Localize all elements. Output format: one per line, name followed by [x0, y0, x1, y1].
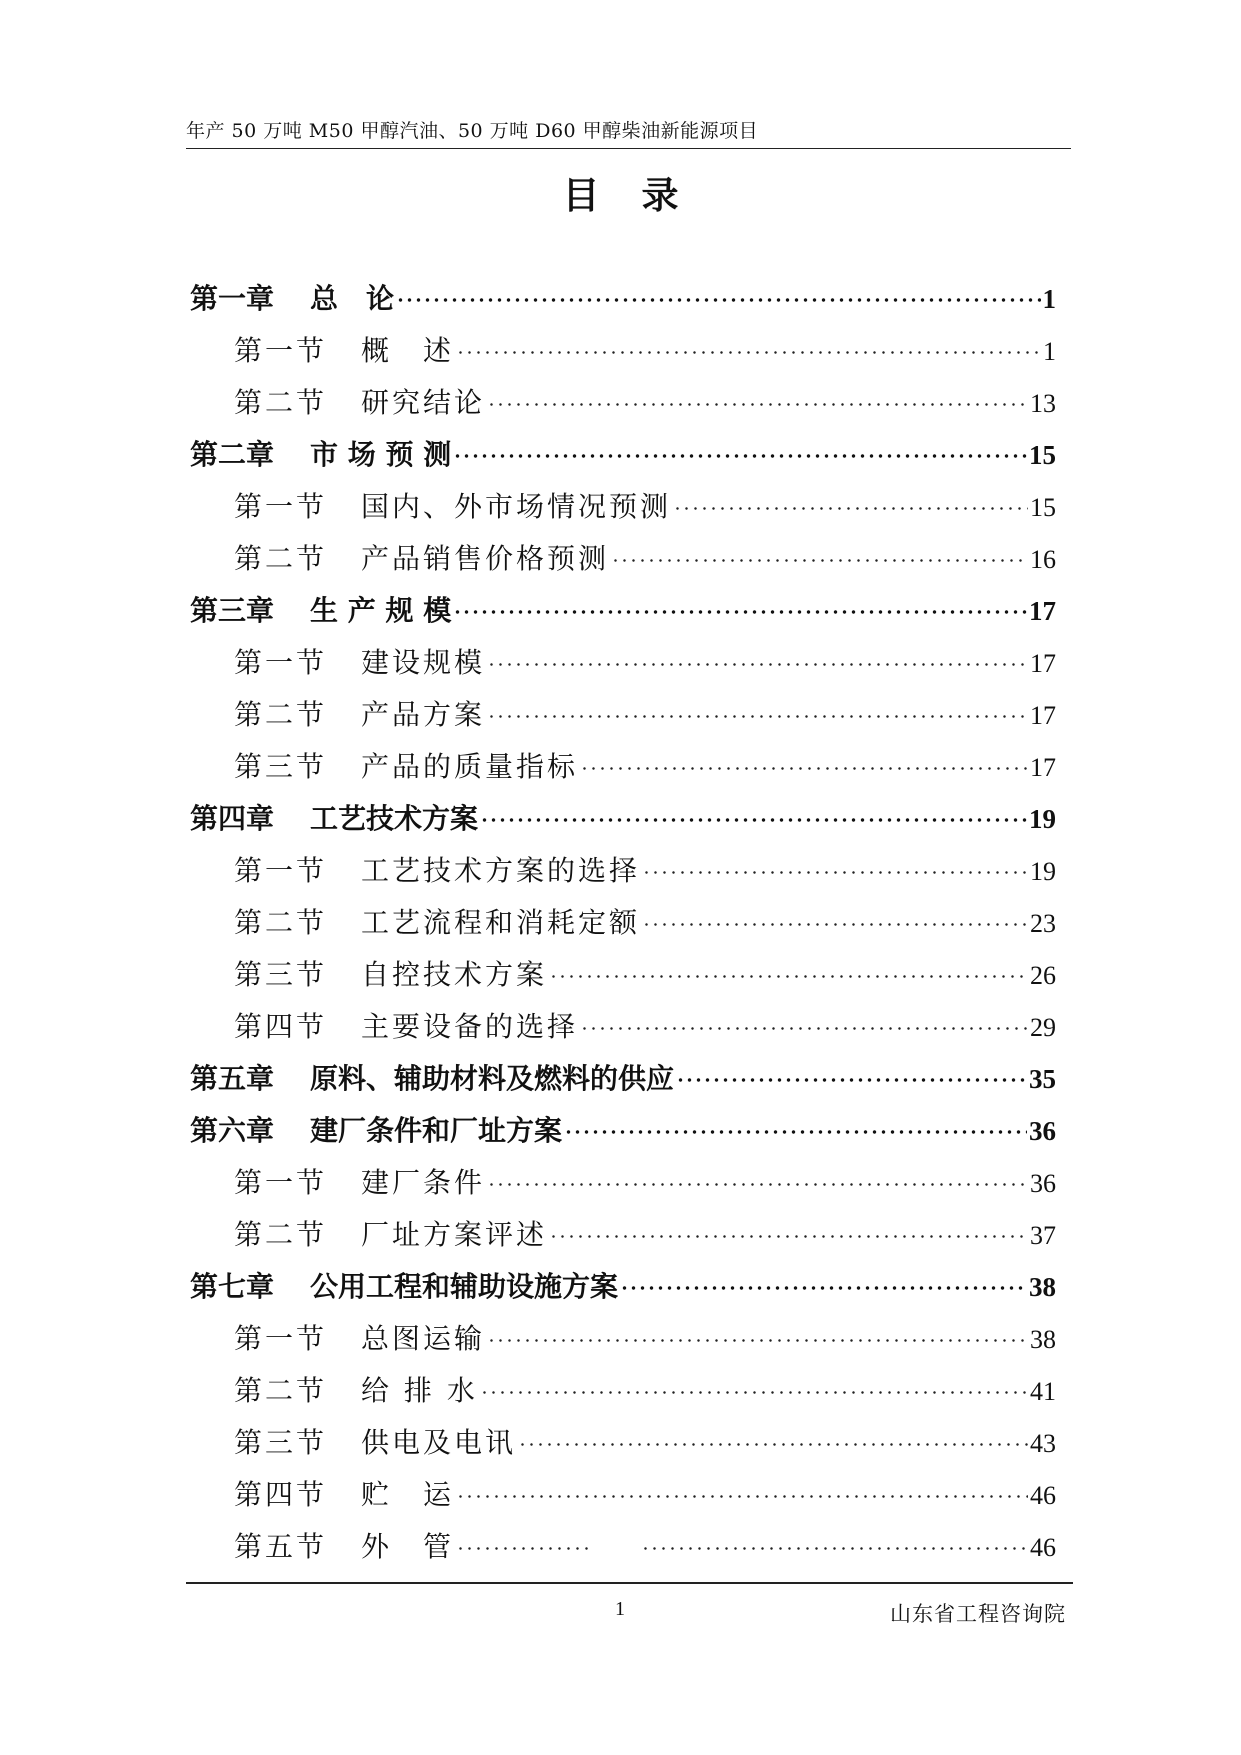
toc-dot-leader: [673, 488, 1028, 516]
toc-entry-number: 第三节: [234, 750, 328, 783]
toc-dot-leader: [564, 1112, 1027, 1140]
toc-entry-title: 建厂条件和厂址方案: [310, 1114, 563, 1147]
toc-entry-label: [234, 1213, 547, 1253]
running-header: 年产 50 万吨 M50 甲醇汽油、50 万吨 D60 甲醇柴油新能源项目: [186, 120, 759, 142]
toc-title: 目录: [562, 173, 721, 217]
toc-entry-number: 第一节: [234, 646, 328, 679]
toc-entry-label: [234, 485, 671, 525]
toc-entry-number: 第六章: [190, 1114, 275, 1147]
toc-section-entry[interactable]: [190, 641, 1056, 693]
toc-chapter-entry[interactable]: [190, 277, 1056, 329]
toc-section-entry[interactable]: [190, 901, 1056, 953]
toc-entry-number: 第一节: [234, 854, 328, 887]
toc-entry-page: 35: [1029, 1064, 1056, 1094]
toc-entry-number: 第三章: [190, 594, 275, 627]
toc-entry-title: 贮 运: [361, 1478, 455, 1511]
page-number: 1: [615, 1598, 625, 1620]
toc-dot-leader: [480, 800, 1027, 828]
toc-entry-page: 26: [1030, 961, 1056, 990]
toc-entry-page: 38: [1029, 1272, 1056, 1302]
toc-entry-title: 总 论: [310, 282, 395, 315]
table-of-contents: [190, 277, 1056, 1577]
toc-section-entry[interactable]: [190, 537, 1056, 589]
toc-entry-page: 19: [1029, 804, 1056, 834]
toc-dot-leader: [456, 1528, 1028, 1556]
toc-entry-page: 43: [1030, 1429, 1056, 1458]
toc-entry-label: [190, 433, 451, 473]
toc-entry-page: 19: [1030, 857, 1056, 886]
toc-entry-page: 29: [1030, 1013, 1056, 1042]
toc-entry-page: 1: [1043, 337, 1056, 366]
footer-organization: 山东省工程咨询院: [890, 1602, 1066, 1626]
toc-entry-title: 工艺技术方案的选择: [361, 854, 641, 887]
toc-entry-page: 17: [1030, 649, 1056, 678]
toc-entry-title: 总图运输: [361, 1322, 486, 1355]
toc-entry-label: [190, 1265, 618, 1305]
toc-entry-page: 38: [1030, 1325, 1056, 1354]
toc-entry-number: 第一节: [234, 1322, 328, 1355]
toc-entry-label: [234, 641, 485, 681]
toc-entry-title: 原料、辅助材料及燃料的供应: [310, 1062, 675, 1095]
toc-entry-title: 自控技术方案: [361, 958, 548, 991]
toc-entry-label: [234, 1421, 516, 1461]
toc-entry-page: 15: [1029, 440, 1056, 470]
toc-entry-title: 生 产 规 模: [310, 594, 452, 627]
toc-section-entry[interactable]: [190, 1213, 1056, 1265]
toc-section-entry[interactable]: [190, 381, 1056, 433]
toc-entry-label: [234, 1525, 454, 1565]
toc-section-entry[interactable]: [190, 1369, 1056, 1421]
toc-entry-label: [234, 1473, 454, 1513]
toc-entry-number: 第三节: [234, 958, 328, 991]
toc-dot-leader: [580, 1008, 1028, 1036]
toc-entry-page: 1: [1042, 284, 1056, 314]
toc-entry-title: 建厂条件: [361, 1166, 486, 1199]
toc-entry-label: [234, 537, 609, 577]
toc-dot-leader: [642, 852, 1028, 880]
toc-entry-label: [190, 589, 451, 629]
toc-entry-title: 工艺技术方案: [310, 802, 479, 835]
toc-entry-number: 第一章: [190, 282, 275, 315]
toc-entry-title: 工艺流程和消耗定额: [361, 906, 641, 939]
toc-entry-title: 厂址方案评述: [361, 1218, 548, 1251]
toc-dot-leader: [456, 332, 1041, 360]
toc-entry-number: 第四节: [234, 1010, 328, 1043]
toc-entry-number: 第二节: [234, 542, 328, 575]
toc-dot-leader: [396, 280, 1040, 308]
toc-entry-number: 第三节: [234, 1426, 328, 1459]
toc-dot-leader: [611, 540, 1028, 568]
toc-section-entry[interactable]: [190, 1317, 1056, 1369]
toc-section-entry[interactable]: [190, 485, 1056, 537]
toc-entry-title: 供电及电讯: [361, 1426, 517, 1459]
toc-entry-number: 第二节: [234, 698, 328, 731]
toc-dot-leader: [487, 384, 1028, 412]
toc-entry-title: 公用工程和辅助设施方案: [310, 1270, 619, 1303]
toc-entry-title: 市 场 预 测: [310, 438, 452, 471]
toc-dot-leader: [453, 592, 1027, 620]
toc-section-entry[interactable]: [190, 693, 1056, 745]
toc-entry-label: [190, 1109, 562, 1149]
toc-dot-leader: [549, 956, 1028, 984]
toc-entry-label: [234, 1317, 485, 1357]
toc-dot-leader: [453, 436, 1027, 464]
toc-entry-page: 46: [1030, 1481, 1056, 1510]
toc-entry-number: 第二节: [234, 386, 328, 419]
toc-entry-page: 17: [1030, 753, 1056, 782]
toc-entry-title: 产品的质量指标: [361, 750, 579, 783]
toc-entry-number: 第一节: [234, 334, 328, 367]
toc-section-entry[interactable]: [190, 1525, 1056, 1577]
toc-dot-leader: [487, 696, 1028, 724]
toc-chapter-entry[interactable]: [190, 1109, 1056, 1161]
toc-dot-leader: [480, 1372, 1028, 1400]
toc-section-entry[interactable]: [190, 1161, 1056, 1213]
toc-section-entry[interactable]: [190, 1005, 1056, 1057]
toc-entry-label: [190, 797, 478, 837]
toc-entry-label: [234, 693, 485, 733]
toc-chapter-entry[interactable]: [190, 433, 1056, 485]
toc-dot-leader: [518, 1424, 1028, 1452]
toc-dot-leader: [487, 1320, 1028, 1348]
toc-entry-title: 产品销售价格预测: [361, 542, 610, 575]
toc-entry-page: 15: [1030, 493, 1056, 522]
toc-dot-leader: [642, 904, 1028, 932]
toc-entry-label: [234, 381, 485, 421]
toc-entry-title: 国内、外市场情况预测: [361, 490, 672, 523]
toc-entry-label: [234, 1005, 578, 1045]
toc-entry-title: 外 管: [361, 1530, 455, 1563]
toc-entry-page: 46: [1030, 1533, 1056, 1562]
toc-entry-label: [234, 1369, 478, 1409]
toc-entry-title: 概 述: [361, 334, 455, 367]
toc-entry-number: 第一节: [234, 490, 328, 523]
toc-section-entry[interactable]: [190, 953, 1056, 1005]
toc-entry-label: [234, 745, 578, 785]
toc-entry-title: 主要设备的选择: [361, 1010, 579, 1043]
toc-entry-title: 建设规模: [361, 646, 486, 679]
toc-entry-title: 给 排 水: [361, 1374, 478, 1407]
toc-entry-page: 16: [1030, 545, 1056, 574]
toc-entry-label: [234, 901, 640, 941]
toc-entry-page: 41: [1030, 1377, 1056, 1406]
toc-entry-number: 第一节: [234, 1166, 328, 1199]
toc-entry-label: [234, 1161, 485, 1201]
toc-entry-label: [234, 953, 547, 993]
toc-entry-label: [190, 1057, 674, 1097]
toc-entry-label: [234, 329, 454, 369]
toc-entry-page: 17: [1030, 701, 1056, 730]
toc-dot-leader: [487, 644, 1028, 672]
toc-entry-number: 第二节: [234, 1374, 328, 1407]
toc-section-entry[interactable]: [190, 1473, 1056, 1525]
toc-section-entry[interactable]: [190, 1421, 1056, 1473]
toc-dot-leader: [580, 748, 1028, 776]
toc-dot-leader: [620, 1268, 1027, 1296]
toc-entry-number: 第四节: [234, 1478, 328, 1511]
toc-section-entry[interactable]: [190, 849, 1056, 901]
toc-entry-number: 第七章: [190, 1270, 275, 1303]
toc-entry-label: [190, 277, 394, 317]
toc-dot-leader: [549, 1216, 1028, 1244]
toc-entry-number: 第四章: [190, 802, 275, 835]
toc-chapter-entry[interactable]: [190, 1057, 1056, 1109]
toc-chapter-entry[interactable]: [190, 589, 1056, 641]
toc-entry-number: 第二节: [234, 1218, 328, 1251]
toc-entry-label: [234, 849, 640, 889]
toc-entry-title: 研究结论: [361, 386, 486, 419]
toc-dot-leader: [456, 1476, 1028, 1504]
toc-entry-number: 第五节: [234, 1530, 328, 1563]
toc-dot-leader: [487, 1164, 1028, 1192]
toc-entry-page: 23: [1030, 909, 1056, 938]
footer-rule: [186, 1582, 1073, 1584]
toc-entry-page: 36: [1030, 1169, 1056, 1198]
toc-section-entry[interactable]: [190, 329, 1056, 381]
toc-section-entry[interactable]: [190, 745, 1056, 797]
toc-entry-number: 第二节: [234, 906, 328, 939]
header-rule: [186, 148, 1071, 149]
toc-entry-page: 37: [1030, 1221, 1056, 1250]
toc-chapter-entry[interactable]: [190, 1265, 1056, 1317]
toc-chapter-entry[interactable]: [190, 797, 1056, 849]
toc-entry-number: 第五章: [190, 1062, 275, 1095]
toc-entry-title: 产品方案: [361, 698, 486, 731]
toc-dot-leader: [676, 1060, 1027, 1088]
toc-entry-page: 13: [1030, 389, 1056, 418]
toc-entry-page: 17: [1029, 596, 1056, 626]
toc-entry-number: 第二章: [190, 438, 275, 471]
toc-entry-page: 36: [1029, 1116, 1056, 1146]
